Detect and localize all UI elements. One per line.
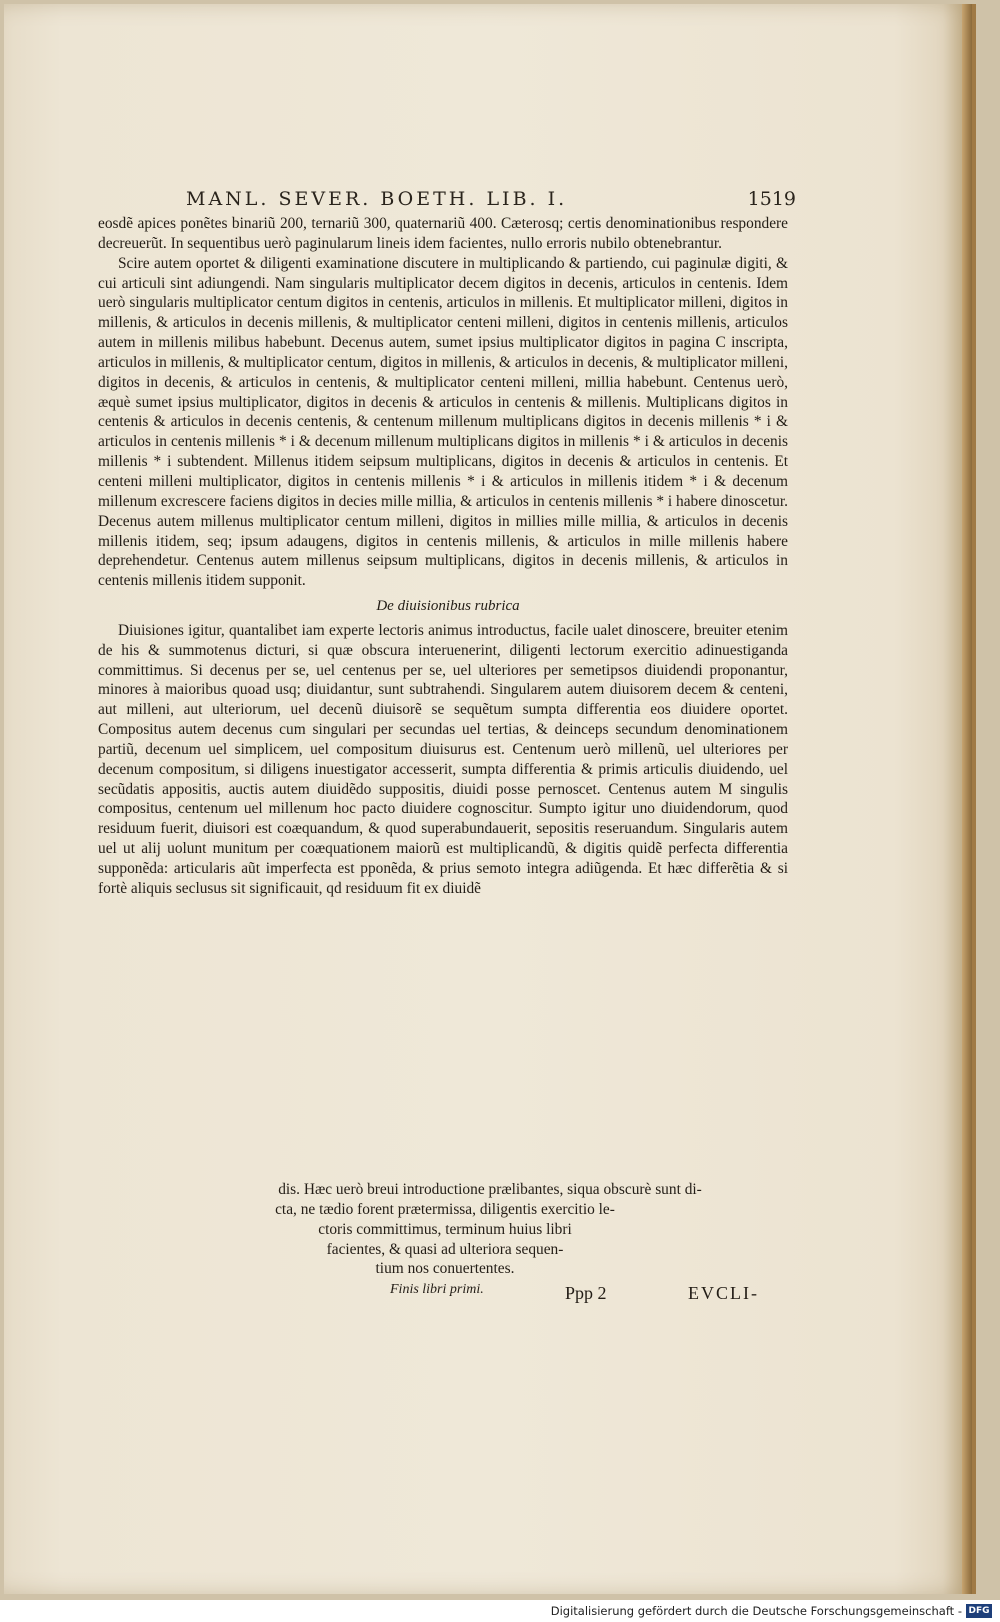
tail-line: ctoris committimus, terminum huius libri (318, 1220, 572, 1238)
paragraph-multiplication: Scire autem oportet & diligenti examinatione discutere in multiplicando & partiendo, cui paginulæ digiti, & cui articuli sint adiungendi. Nam singularis multiplicator decem digitos in decenis, articulos in centenis. Idem uerò singularis multiplicator centum digitos in centenis, articulos in millenis. Et multiplicator milleni, digitos in millenis, & articulos in decenis millenis, & multiplicator centeni milleni, digitos in centenis millenis, articulos autem in millenis milibus habebunt. Decenus autem, sumet ipsius multiplicator digitos in pagina C inscripta, articulos in millenis, & multiplicator centum, digitos in millenis, & articulos in decenis, & multiplicator milleni, digitos in decenis, & articulos in centenis, & multiplicator centeni milleni, millia habebunt. Centenus uerò, æquè sumet ipsius multiplicator, digitos in decenis & articulos in centenis & millenis. Multiplicans digitos in centenis & articulos in decenis centenis, & centenum millenum multiplicans digitos in decenis millenis * i & articulos in centenis millenis * i & decenum millenum multiplicans digitos in millenis * i & articulos in decenis millenis * i subtendent. Millenus itidem seipsum multiplicans, digitos in decenis & articulos in centenis. Et centeni milleni multiplicator, digitos in centenis millenis * i & articulos in millenis itidem * i & decenum millenum excrescere faciens digitos in decies mille millia, & articulos in centenis millenis * i habere dinoscetur. Decenus autem millenus multiplicator centum milleni, digitos in millies mille millia, & articulos in decenis millenis itidem, seq; ipsum adaugens, digitos in centenis millenis, & articulos in mille millenis habere deprehendetur. Centenus autem millenus seipsum multiplicans, digitos in decenis millenis, & articulos in centenis millenis itidem supponit. (98, 254, 788, 590)
paragraph-division: Diuisiones igitur, quantalibet iam experte lectoris animus introductus, facile ualet dinoscere, breuiter etenim de his & summotenus dicturi, si quæ obscura interuenerint, diligenti lectorum exercitio adinuestiganda committimus. Si decenus per se, uel centenus per se, uel ulteriores per semetipsos diuidendi proponantur, minores à maioribus quoad usq; diuidantur, sunt subtrahendi. Singularem autem diuisorem decem & centeni, aut milleni, aut ulteriorum, uel decenũ diuisorẽ se sequẽtum sumpta differentia eos diuidere oportet. Compositus autem decenus cum singulari per secundas uel tertias, & deinceps secundum denominationem partiũ, decenum uel simplicem, uel compositum diuisurus est. Centenum uerò millenũ, uel ulteriores per decenum compositum, si diligens inuestigator accesserit, sumpta differentia & primis articulis diuidendo, uel secũdatis appositis, auctis autem diuidẽdo suppositis, diuidi posse pernoscet. Centenus autem M singulis compositus, centenum uel millenum hoc pacto diuidere cognoscitur. Sumpto igitur uno diuidendorum, quod residuum fuerit, diuisori est coæquandum, & quod superabundauerit, sepositis reseruandum. Singularis autem uel ut alij uolunt munitum per coæquationem maiorũ est multiplicandũ, & digitis quidẽ perfecta differentia supponẽda: articularis aũt imperfecta est pponẽda, & prius semoto integra adiũgenda. Et hæc differẽtia & si fortè aliquis seclusus sit significauit, qd residuum fit ex diuidẽ (98, 621, 788, 897)
tail-line: cta, ne tædio forent prætermissa, diligentis exercitio le- (275, 1200, 615, 1218)
tail-line: dis. Hæc uerò breui introductione prælibantes, siqua obscurè sunt di- (278, 1181, 702, 1198)
main-text (98, 214, 788, 899)
folio-number: 1519 (747, 188, 796, 210)
page-edge (962, 4, 972, 1594)
running-head-title: MANL. SEVER. BOETH. LIB. I. (186, 188, 568, 210)
running-head (186, 188, 796, 216)
dfg-logo-icon: DFG (966, 1604, 992, 1618)
tail-text (100, 1180, 790, 1279)
tail-line: tium nos conuertentes. (375, 1260, 515, 1278)
footer-credit: Digitalisierung gefördert durch die Deutsche Forschungsgemeinschaft - (550, 1604, 962, 1618)
paragraph-opening: eosdẽ apices ponẽtes binariũ 200, ternariũ 300, quaternariũ 400. Cæterosq; certis denominationibus respondere decreuerũt. In sequentibus uerò paginularum lineis idem facientes, nullo erroris nubilo obtenebrantur. (98, 215, 788, 252)
signature-mark: Ppp 2 (565, 1283, 607, 1303)
rubric-heading: De diuisionibus rubrica (376, 598, 520, 615)
finis-libri: Finis libri primi. (390, 1282, 484, 1297)
footer-bar (0, 1600, 1000, 1622)
tail-line: facientes, & quasi ad ulteriora sequen- (326, 1240, 564, 1258)
catchword: EVCLI- (688, 1283, 759, 1303)
